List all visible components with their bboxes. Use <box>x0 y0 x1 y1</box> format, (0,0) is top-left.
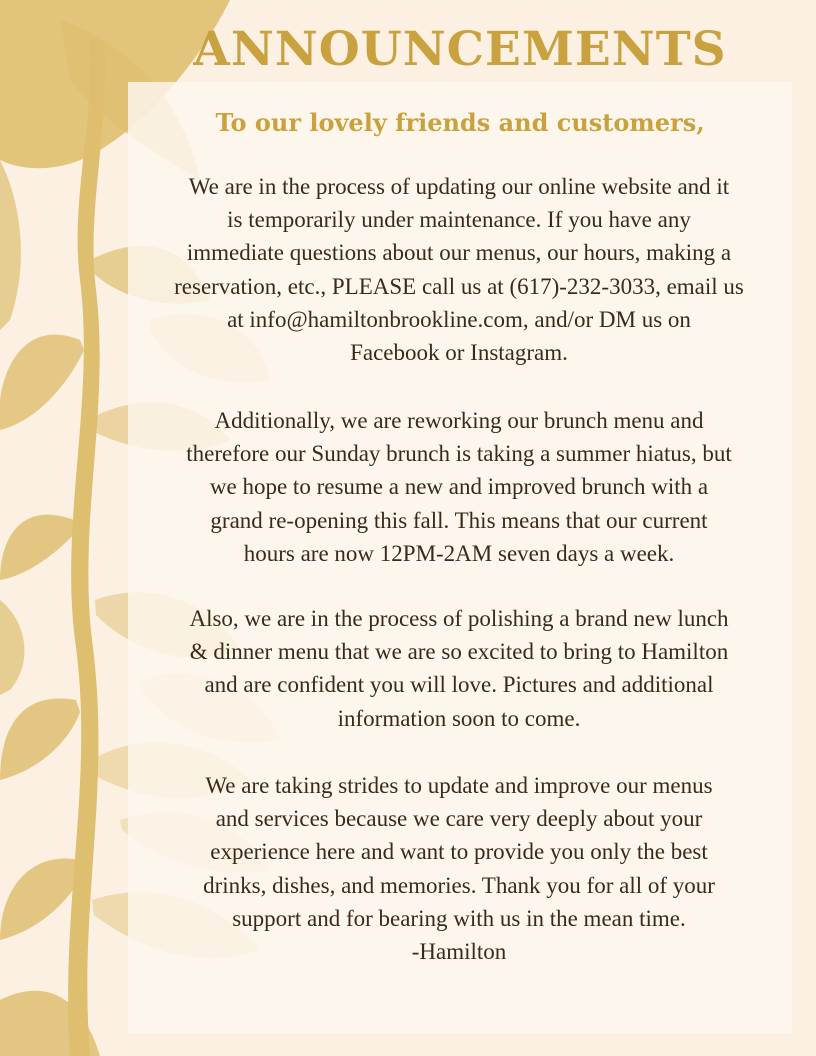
text-line: & dinner menu that we are so excited to bring to Hamilton <box>189 639 729 665</box>
text-line: we hope to resume a new and improved brunch with a <box>209 474 709 500</box>
text-line: drinks, dishes, and memories. Thank you for all of your <box>203 872 715 898</box>
text-line: immediate questions about our menus, our hours, making a <box>186 240 732 266</box>
text-line: experience here and want to provide you only the best <box>210 839 708 865</box>
text-line: information soon to come. <box>337 705 581 731</box>
text-line: We are taking strides to update and improve our menus <box>205 773 713 798</box>
paragraph-closing <box>126 769 792 968</box>
text-line: is temporarily under maintenance. If you have any <box>227 207 691 233</box>
text-line: and services because we care very deeply about your <box>215 806 703 832</box>
signature: -Hamilton <box>411 939 507 965</box>
text-line: grand re-opening this fall. This means that our current <box>210 507 708 533</box>
text-line: Facebook or Instagram. <box>350 340 568 366</box>
text-line: We are in the process of updating our online website and it <box>188 174 730 199</box>
text-line: support and for bearing with us in the mean time. <box>232 905 686 931</box>
paragraph-website-maintenance <box>126 170 792 369</box>
paragraph-brunch-hiatus <box>126 404 792 570</box>
text-line: at info@hamiltonbrookline.com, and/or DM us on <box>227 306 691 332</box>
greeting-heading: To our lovely friends and customers, <box>215 108 705 137</box>
paragraph-new-menu <box>126 602 792 735</box>
text-line: hours are now 12PM-2AM seven days a week. <box>243 540 675 566</box>
page-title: ANNOUNCEMENTS <box>193 22 727 77</box>
text-line: reservation, etc., PLEASE call us at (617)-232-3033, email us <box>174 273 744 299</box>
text-line: Also, we are in the process of polishing a brand new lunch <box>189 606 729 631</box>
text-line: and are confident you will love. Pictures and additional <box>204 672 714 698</box>
text-line: therefore our Sunday brunch is taking a summer hiatus, but <box>186 441 732 467</box>
text-line: Additionally, we are reworking our brunch menu and <box>214 408 704 433</box>
